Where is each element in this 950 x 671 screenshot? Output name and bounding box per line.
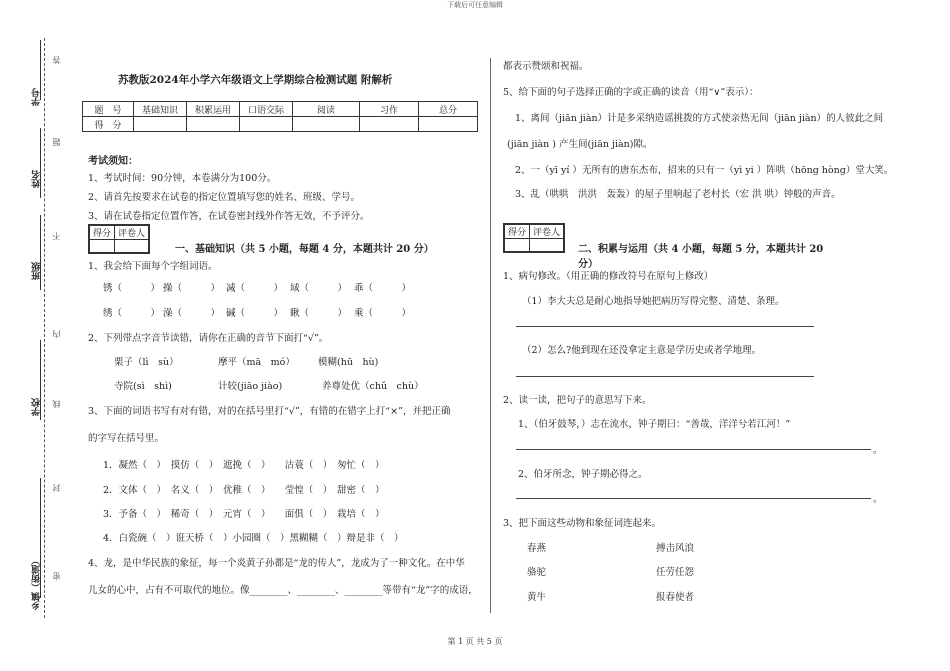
grader-box [88, 224, 150, 254]
question-5-2: 2、一（yī yí ）无所有的唐东杰布，招来的只有一（yì yi ）阵哄（hōng hòng）堂大笑。 [515, 165, 894, 176]
question-1: 1、我会给下面每个字组词语。 [88, 261, 218, 272]
animal-item: 骆驼 [527, 567, 547, 578]
grader-box [503, 223, 565, 253]
s2-question-2-2: 2、伯牙所念，钟子期必得之。 [518, 469, 648, 480]
pinyin-item: 寺院(sì shì) [114, 381, 172, 392]
s2-question-1-1: （1）李大夫总是耐心地指导她把病历写得完整、清楚、条理。 [522, 296, 785, 307]
pinyin-item: 栗子（lì sù） [114, 357, 179, 368]
grader-score-label: 得分 [505, 225, 530, 239]
continuation-text: 都表示赞颂和祝福。 [503, 61, 589, 72]
question-4: 4、龙，是中华民族的象征，每一个炎黄子孙都是“龙的传人”，龙成为了一种文化。在中华 [88, 558, 465, 569]
score-header-cell: 积累运用 [187, 102, 240, 117]
pinyin-item: 计较(jiāo jiào) [218, 381, 283, 392]
notice-item: 3、请在试卷指定位置作答，在试卷密封线外作答无效，不予评分。 [88, 211, 370, 222]
word-item: 操（ ） [163, 283, 221, 294]
animal-item: 春燕 [527, 543, 547, 554]
word-item: 减（ ） [226, 283, 284, 294]
s2-question-2: 2、读一读，把句子的意思写下来。 [503, 395, 652, 406]
section2-title-cont: 分） [578, 259, 598, 270]
answer-line[interactable] [516, 326, 814, 327]
cut-mark: 不 [52, 232, 61, 240]
question-2: 2、下列带点字音节读错，请你在正确的音节下面打“√”。 [88, 333, 329, 344]
s2-question-1-2: （2）怎么?他到现在还没拿定主意是学历史或者学地理。 [522, 345, 762, 356]
answer-line[interactable] [516, 376, 814, 377]
word-item: 澡（ ） [163, 308, 221, 319]
notice-item: 1、考试时间：90分钟，本卷满分为100分。 [88, 173, 277, 184]
pinyin-item: 摩平（mā mó） [218, 357, 295, 368]
symbol-item: 任劳任怨 [656, 567, 695, 578]
word-item: 绣（ ） [103, 308, 161, 319]
spelling-row: 1．凝然（ ） 摸仿（ ） 遮挽（ ） 沽蓑（ ） 匆忙（ ） [103, 460, 385, 471]
student-id-label: 学号 [32, 88, 42, 106]
score-header-cell: 阅读 [293, 102, 360, 117]
notice-heading: 考试须知： [88, 156, 138, 167]
score-header-cell: 口语交际 [240, 102, 293, 117]
cut-mark: 内 [52, 330, 61, 338]
header-note: 下载后可任意编辑 [447, 1, 503, 9]
grader-name-cell[interactable] [115, 240, 149, 253]
question-4-cont: 儿女的心中，占有不可取代的地位。像________、________、________等带有“龙”字的成语， [88, 585, 478, 596]
cut-mark: 密 [52, 572, 61, 580]
spelling-row: 4．白瓷碗（ ）诳天桥（ ）小园圈（ ）黑糊糊（ ）辩是非（ ） [103, 533, 404, 544]
cut-mark: 题 [52, 138, 61, 146]
school-label: 学校 [32, 398, 42, 416]
score-header-cell: 习作 [360, 102, 419, 117]
score-input-cell[interactable] [293, 117, 360, 132]
town-label: 乡镇（街道） [32, 556, 42, 610]
score-input-cell[interactable] [187, 117, 240, 132]
cut-mark: 封 [52, 484, 61, 492]
symbol-item: 搏击风浪 [656, 543, 695, 554]
question-5-3: 3、乱（哄哄 洪洪 轰轰）的屋子里响起了老村长（宏 洪 哄）钟般的声音。 [515, 189, 841, 200]
grader-score-cell[interactable] [505, 239, 530, 252]
word-item: 乖（ ） [354, 283, 412, 294]
symbol-item: 报春使者 [656, 592, 695, 603]
spelling-row: 3．予备（ ） 稀奇（ ） 元宵（ ） 面俱（ ） 栽培（ ） [103, 509, 385, 520]
grader-score-label: 得分 [90, 226, 115, 240]
word-item: 碱（ ） [226, 308, 284, 319]
grader-score-cell[interactable] [90, 240, 115, 253]
grader-name-label: 评卷人 [115, 226, 149, 240]
question-5: 5、给下面的句子选择正确的字或正确的读音（用“∨”表示）： [503, 87, 759, 98]
animal-item: 黄牛 [527, 592, 547, 603]
grader-name-label: 评卷人 [530, 225, 564, 239]
answer-period: 。 [873, 445, 883, 456]
cut-mark: 线 [52, 400, 61, 408]
score-table-score-row [83, 117, 478, 132]
class-label: 班级 [32, 262, 42, 280]
word-item: 乘（ ） [354, 308, 412, 319]
score-header-cell: 总分 [419, 102, 478, 117]
section2-title: 二、积累与运用（共 4 小题，每题 5 分，本题共计 20 [578, 244, 824, 255]
question-3: 3、下面的词语书写有对有错，对的在括号里打“√”，有错的在错字上打“×”，并把正确 [88, 406, 451, 417]
cut-mark: 答 [52, 56, 61, 64]
s2-question-3: 3、把下面这些动物和象征词连起来。 [503, 518, 662, 529]
question-3-cont: 的字写在括号里。 [88, 433, 165, 444]
s2-question-1: 1、病句修改。（用正确的修改符号在原句上修改） [503, 271, 714, 282]
column-divider [490, 58, 491, 613]
binding-line [44, 38, 45, 618]
pinyin-item: 模糊(hū hù) [318, 357, 379, 368]
score-input-cell[interactable] [360, 117, 419, 132]
score-input-cell[interactable] [419, 117, 478, 132]
notice-item: 2、请首先按要求在试卷的指定位置填写您的姓名、班级、学号。 [88, 192, 361, 203]
score-table-header-row [83, 102, 478, 117]
answer-line[interactable] [516, 498, 871, 499]
question-5-1: 1、离间（jiān jiàn）计是多采纳造谣挑拨的方式使亲热无间（jiān jiàn）的人彼此之间 [515, 113, 884, 124]
answer-line[interactable] [516, 449, 871, 450]
question-5-1-cont: (jiān jiàn ) 产生间(jiān jiàn)隙。 [507, 139, 653, 150]
word-item: 锈（ ） [103, 283, 161, 294]
section1-title: 一、基础知识（共 5 小题，每题 4 分，本题共计 20 分） [175, 244, 434, 255]
word-item: 瞅（ ） [290, 308, 348, 319]
score-input-cell[interactable] [240, 117, 293, 132]
score-table [82, 101, 478, 132]
page-footer: 第 1 页 共 5 页 [447, 637, 503, 646]
word-item: 域（ ） [290, 283, 348, 294]
pinyin-item: 养尊处优（chǔ chù） [322, 381, 424, 392]
score-header-cell: 基础知识 [134, 102, 187, 117]
page-title: 苏教版2024年小学六年级语文上学期综合检测试题 附解析 [118, 74, 393, 86]
score-input-cell[interactable] [134, 117, 187, 132]
spelling-row: 2．文体（ ） 名义（ ） 优稚（ ） 莹惶（ ） 甜密（ ） [103, 485, 385, 496]
answer-period: 。 [873, 494, 883, 505]
score-row-label: 得 分 [83, 117, 134, 132]
name-label: 姓名 [32, 170, 42, 188]
grader-name-cell[interactable] [530, 239, 564, 252]
s2-question-2-1: 1、（伯牙鼓琴，）志在流水，钟子期曰：“善哉，洋洋兮若江河！” [518, 419, 791, 430]
score-header-cell: 题 号 [83, 102, 134, 117]
